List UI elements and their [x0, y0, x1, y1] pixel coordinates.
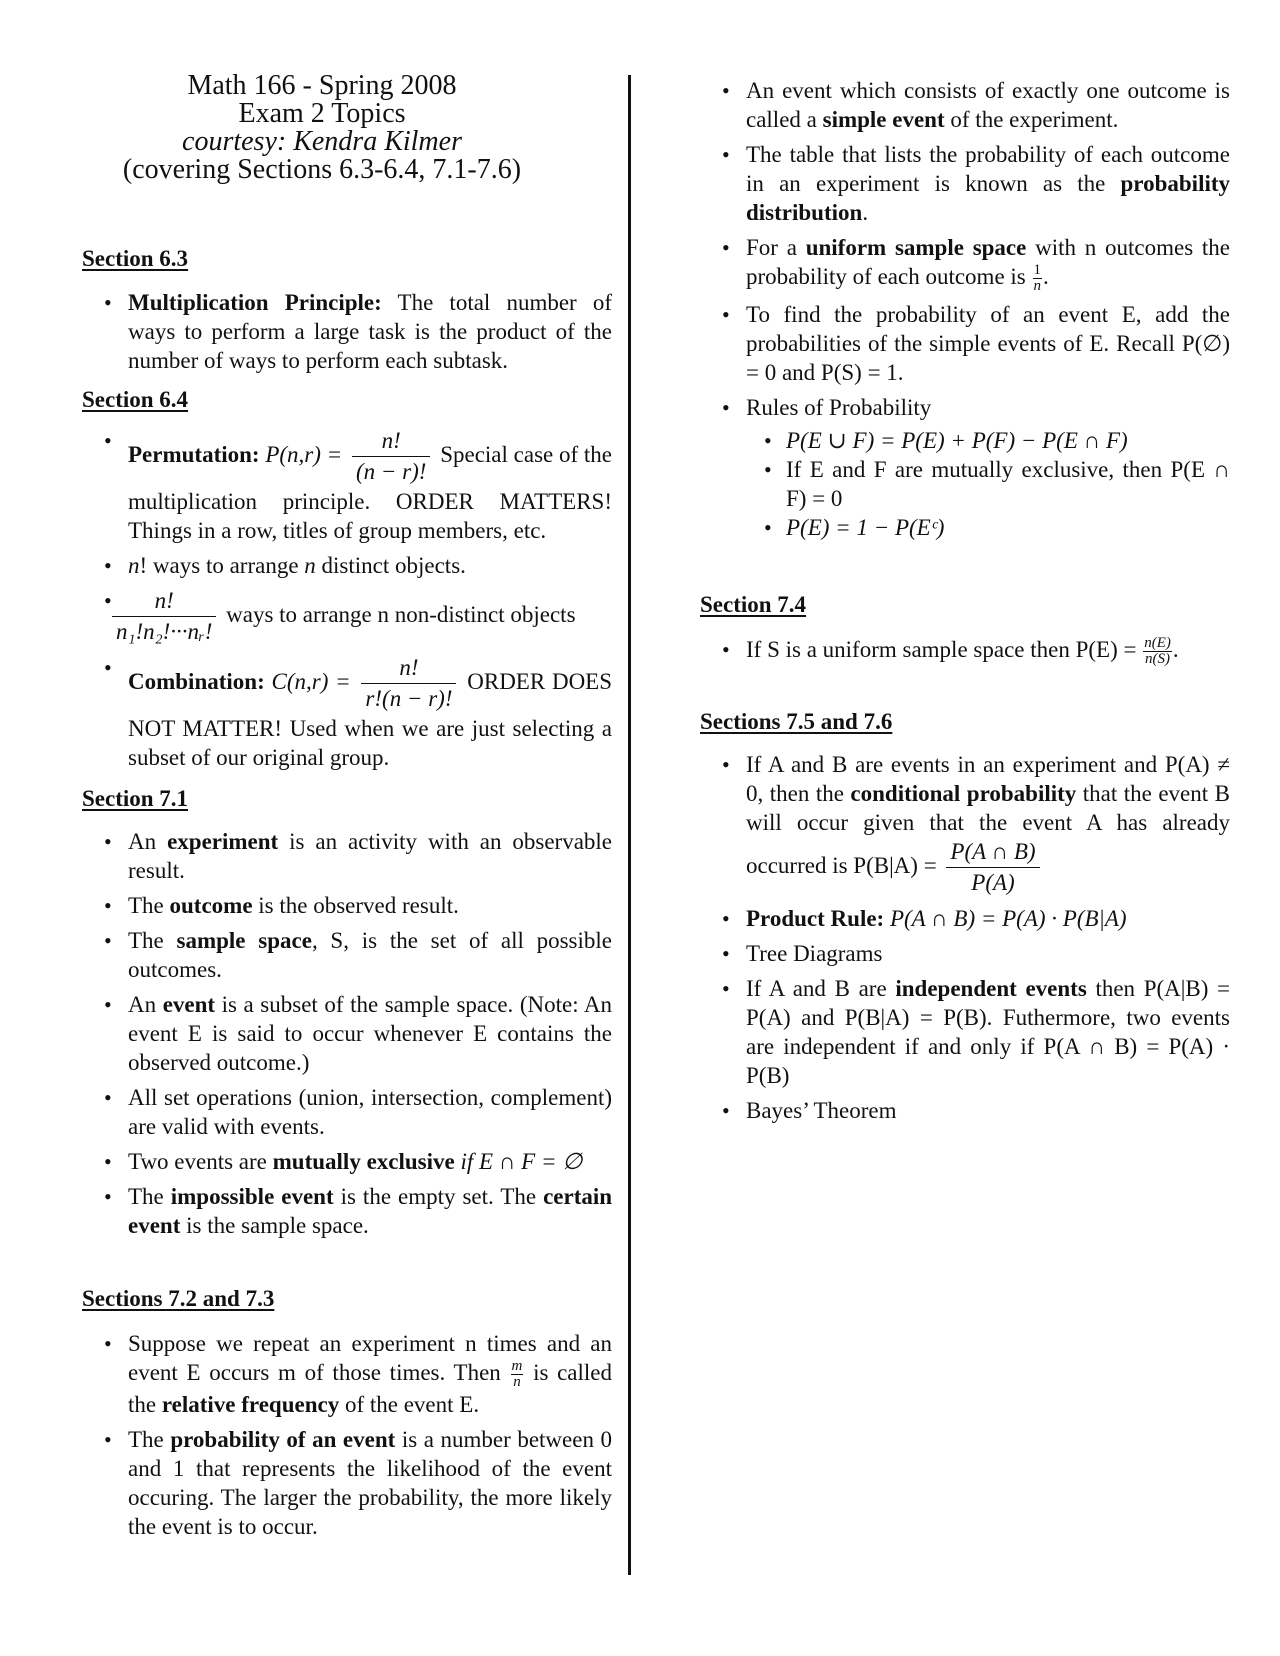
right-column: [700, 76, 1230, 1125]
item-text: with n outcomes the probability of each outcome is: [746, 235, 1231, 289]
term: event: [162, 992, 216, 1017]
section-7-2-7-3-list: [82, 1329, 612, 1541]
list-item: [82, 1329, 612, 1419]
item-text: if E ∩ F = ∅: [460, 1149, 583, 1174]
term: uniform sample space: [805, 235, 1027, 260]
item-text: The total number of ways to perform a large task is the product of the number of ways to perform each subtask.: [128, 290, 612, 373]
item-text: An: [128, 829, 157, 854]
list-item: [700, 140, 1230, 227]
item-text: ways to arrange: [152, 553, 299, 578]
list-item: [82, 551, 612, 580]
list-item: [82, 1425, 612, 1541]
section-6-4-list: [82, 426, 612, 772]
uniform-probability-fraction: [1033, 263, 1043, 294]
item-text: An: [128, 992, 157, 1017]
item-text: of the experiment.: [950, 107, 1119, 132]
fraction-denominator: n(S): [1145, 651, 1171, 668]
section-7-5-7-6-list: [700, 750, 1230, 1125]
item-text: Two events are: [128, 1149, 267, 1174]
fraction-denominator: (n − r)!: [355, 459, 427, 484]
combination-fraction: [361, 653, 456, 714]
term: relative frequency: [161, 1392, 340, 1418]
list-item: [82, 827, 612, 885]
item-text: The: [128, 1427, 164, 1453]
term: mutually exclusive: [272, 1149, 455, 1174]
list-item: [82, 586, 612, 647]
formula-lhs: C(n,r) =: [271, 668, 351, 694]
section-heading-6-3: Section 6.3: [82, 246, 189, 271]
rule-text: P(E) = 1 − P(Eᶜ): [786, 515, 945, 541]
item-text: ways to arrange n non-distinct objects: [226, 601, 576, 627]
term: probability of an event: [170, 1427, 396, 1453]
list-item: [82, 426, 612, 545]
item-text: .: [1043, 264, 1049, 289]
formula-lhs: P(n,r) =: [265, 441, 343, 467]
item-text: Suppose we repeat an experiment n times and an event E occurs m of those times. Then: [128, 1331, 612, 1385]
list-item: [700, 904, 1230, 933]
item-text: P(A ∩ B) = P(A) · P(B|A): [889, 906, 1127, 932]
list-item: [82, 1083, 612, 1141]
fraction-numerator: n!: [361, 653, 456, 684]
item-text: Tree Diagrams: [746, 941, 883, 967]
math-n: n: [304, 553, 316, 578]
section-heading-7-1: Section 7.1: [82, 786, 189, 811]
section-heading-7-2-7-3: Sections 7.2 and 7.3: [82, 1286, 275, 1311]
item-text: The table that lists the probability of each outcome in an experiment is known as the: [746, 142, 1230, 196]
term: experiment: [167, 829, 279, 854]
math-n: n: [128, 553, 140, 578]
item-text: If A and B are events in an experiment and P(A) ≠ 0, then the: [746, 752, 1230, 807]
non-distinct-fraction: [112, 586, 216, 647]
item-text: To find the probability of an event E, add the probabilities of the simple events of E. Recall P(∅) = 0 and P(S) = 1.: [746, 302, 1230, 386]
list-item: [700, 76, 1230, 134]
fraction-numerator: P(A ∩ B): [946, 837, 1039, 868]
item-text: is an activity with an observable result.: [128, 829, 613, 883]
item-text: distinct objects.: [321, 553, 466, 578]
item-text: All set operations (union, intersection, complement) are valid with events.: [128, 1085, 612, 1139]
list-item: [82, 926, 612, 984]
title-exam: Exam 2 Topics: [238, 98, 406, 129]
item-text: is the sample space.: [186, 1213, 369, 1238]
item-text: , S, is the set of all possible outcomes.: [128, 928, 612, 982]
section-7-4-list: [700, 635, 1230, 667]
item-text: is a number between 0 and 1 that represents the likelihood of the event occuring. The larger the probability, the more likely the event is to occur.: [128, 1427, 613, 1540]
list-item: [82, 891, 612, 920]
uniform-event-fraction: [1143, 636, 1172, 667]
factorial: !: [139, 553, 148, 578]
item-text: Rules of Probability: [746, 395, 932, 421]
list-item: [700, 939, 1230, 968]
term: Combination:: [128, 668, 265, 694]
item-text: The: [128, 1184, 164, 1209]
item-text: The: [128, 893, 164, 918]
fraction-denominator: n₁!n₂!···nᵣ!: [116, 619, 213, 644]
item-text: An event which consists of exactly one outcome is called a: [746, 78, 1230, 132]
list-item: [82, 653, 612, 772]
item-text: of the event E.: [344, 1392, 480, 1418]
item-text: If A and B are: [746, 976, 887, 1002]
item-text: If S is a uniform sample space then P(E) =: [746, 637, 1137, 663]
list-item: [82, 288, 612, 375]
fraction-numerator: m: [511, 1358, 523, 1375]
term: Product Rule:: [746, 906, 885, 932]
term: Multiplication Principle:: [128, 290, 382, 315]
item-text: is the observed result.: [258, 893, 459, 918]
list-item: [700, 635, 1230, 667]
item-text: that the event B will occur given that the event A has already occurred is P(B|A) =: [746, 781, 1230, 879]
item-text: is the empty set. The: [340, 1184, 537, 1209]
list-item: [700, 974, 1230, 1090]
fraction-numerator: • n!: [112, 586, 216, 617]
list-item: [700, 1096, 1230, 1125]
list-item: [700, 750, 1230, 898]
fraction-denominator: r!(n − r)!: [365, 686, 453, 711]
term: sample space: [176, 928, 312, 953]
page-title: [82, 72, 562, 184]
term: independent events: [895, 976, 1087, 1002]
term: outcome: [169, 893, 253, 918]
probability-rules-list: [746, 426, 1230, 542]
column-divider: [628, 75, 631, 1575]
item-text: .: [1172, 637, 1179, 663]
item-text: For a: [746, 235, 797, 260]
term: certain event: [128, 1184, 613, 1238]
item-text: Special case of the multiplication principle. ORDER MATTERS! Things in a row, titles of group members, etc.: [128, 441, 613, 543]
item-text: The: [128, 928, 164, 953]
term: impossible event: [170, 1184, 334, 1209]
item-text: Bayes’ Theorem: [746, 1098, 897, 1124]
title-course: Math 166 - Spring 2008: [187, 70, 457, 101]
term: Permutation:: [128, 441, 260, 467]
fraction-denominator: P(A): [971, 870, 1015, 896]
item-text: then P(A|B) = P(A) and P(B|A) = P(B). Futhermore, two events are independent if and only if P(A ∩ B) = P(A) · P(B): [746, 976, 1231, 1089]
list-item: [700, 393, 1230, 542]
item-text: is called the: [128, 1360, 613, 1418]
fraction-numerator: n(E): [1144, 635, 1171, 652]
section-7-1-list: [82, 827, 612, 1240]
rule-text: If E and F are mutually exclusive, then P(E ∩ F) = 0: [786, 457, 1230, 512]
relative-frequency-fraction: [511, 1359, 524, 1390]
section-6-3-list: [82, 288, 612, 375]
item-text: is a subset of the sample space. (Note: An event E is said to occur whenever E contains the observed outcome.): [128, 992, 612, 1075]
list-item: [700, 300, 1230, 387]
section-7-1-continued-list: [700, 76, 1230, 542]
fraction-numerator: 1: [1033, 262, 1042, 279]
item-text: ORDER DOES NOT MATTER! Used when we are just selecting a subset of our original group.: [128, 668, 613, 770]
list-item: [746, 426, 1230, 455]
term: probability distribution: [746, 171, 1231, 225]
list-item: [82, 990, 612, 1077]
term: simple event: [822, 107, 945, 132]
fraction-denominator: n: [1033, 278, 1042, 295]
section-heading-7-5-7-6: Sections 7.5 and 7.6: [700, 709, 893, 735]
section-heading-6-4: Section 6.4: [82, 387, 189, 412]
title-coverage: (covering Sections 6.3-6.4, 7.1-7.6): [122, 154, 522, 185]
fraction-denominator: n: [513, 1374, 521, 1391]
rule-text: P(E ∪ F) = P(E) + P(F) − P(E ∩ F): [786, 428, 1128, 454]
left-column: [82, 72, 612, 1541]
item-text: .: [862, 200, 869, 225]
title-courtesy: courtesy: Kendra Kilmer: [182, 126, 462, 157]
list-item: [82, 1182, 612, 1240]
term: conditional probability: [850, 781, 1077, 807]
list-item: [700, 233, 1230, 294]
section-heading-7-4: Section 7.4: [700, 592, 807, 618]
permutation-fraction: [352, 426, 430, 487]
list-item: [746, 455, 1230, 513]
fraction-numerator: n!: [352, 426, 430, 457]
list-item: [82, 1147, 612, 1176]
conditional-probability-fraction: [946, 837, 1039, 898]
list-item: [746, 513, 1230, 542]
